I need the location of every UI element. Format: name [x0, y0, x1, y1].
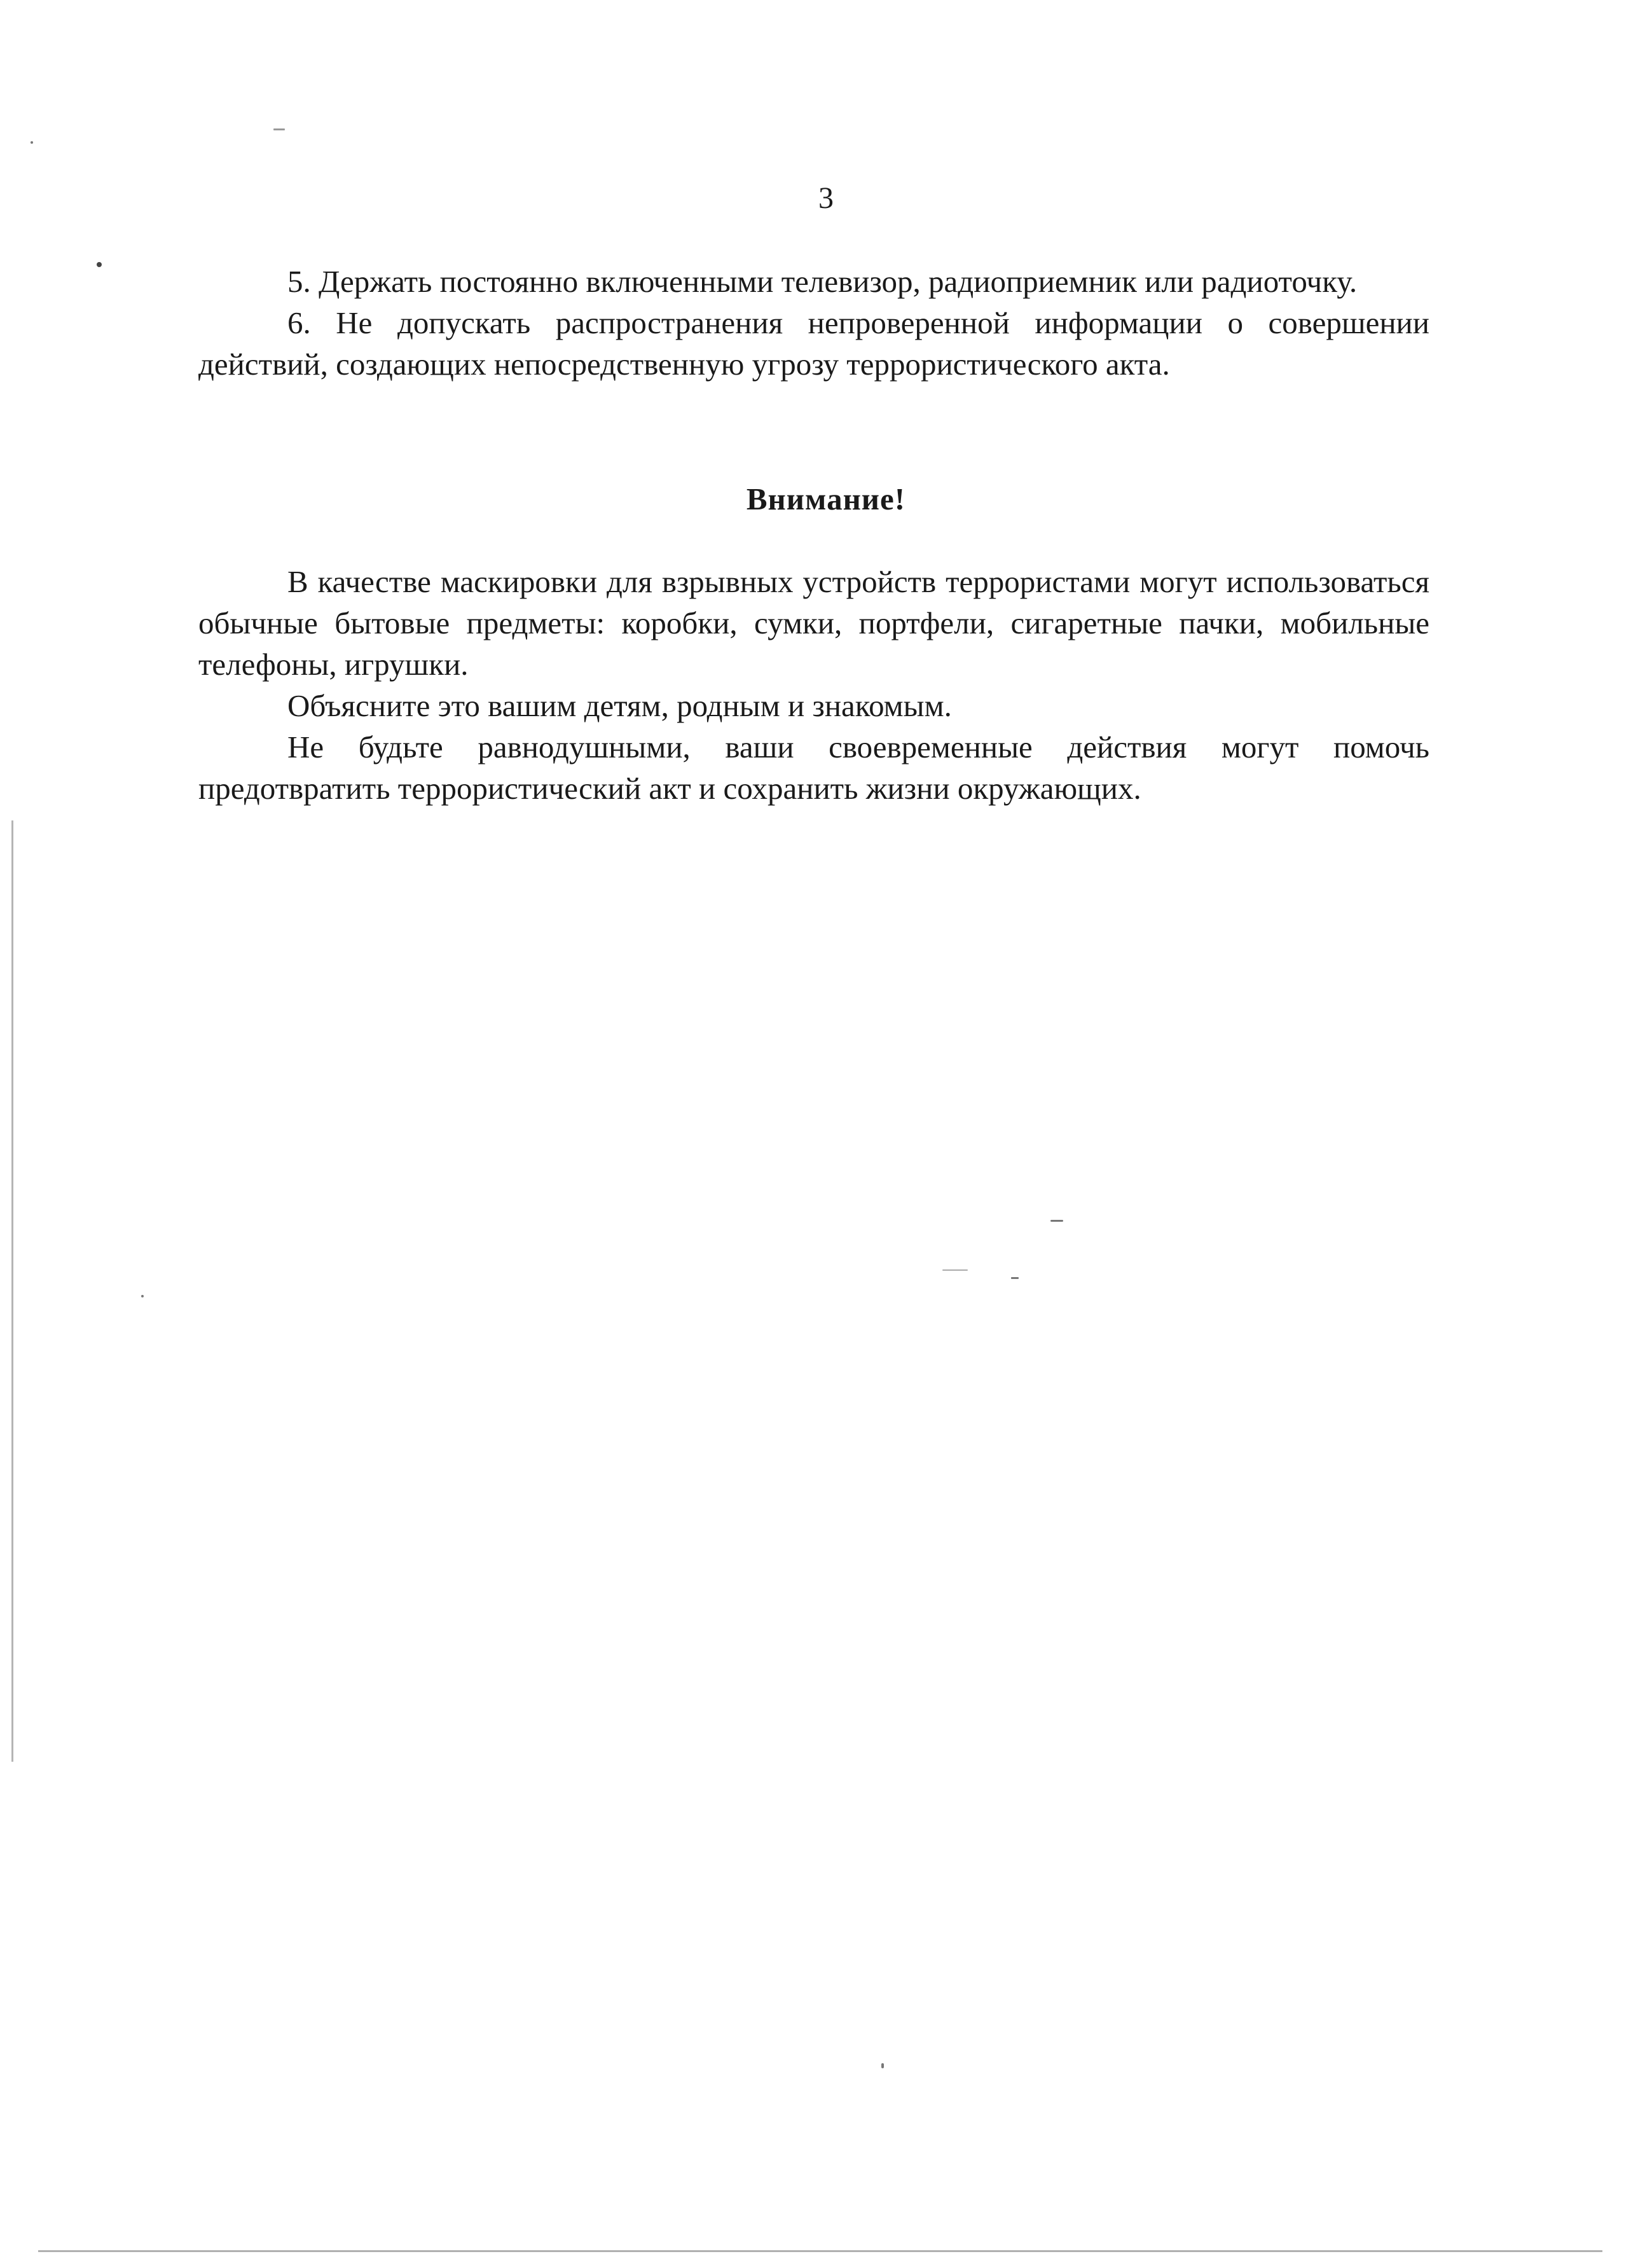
instruction-item-6: 6. Не допускать распространения непроверенной информации о совершении действий, создающих непосредственную угрозу террористического акта.	[198, 305, 1429, 382]
scan-edge-line	[38, 2250, 1602, 2252]
warning-heading: Внимание!	[746, 481, 906, 516]
scan-speck	[942, 1269, 968, 1271]
page-number: 3	[818, 181, 834, 215]
scan-speck	[1050, 1220, 1063, 1222]
warning-paragraph: Объясните это вашим детям, родным и знакомым.	[287, 688, 952, 723]
warning-paragraph: Не будьте равнодушными, ваши своевременные действия могут помочь предотвратить террористический акт и сохранить жизни окружающих.	[198, 729, 1429, 806]
instruction-item-5: 5. Держать постоянно включенными телевизор, радиоприемник или радиоточку.	[287, 264, 1358, 299]
scan-speck	[97, 262, 102, 267]
scan-speck	[1011, 1277, 1019, 1279]
scan-speck	[273, 128, 285, 130]
warning-body	[198, 561, 1429, 809]
instruction-list	[198, 261, 1429, 385]
warning-paragraph: В качестве маскировки для взрывных устройств террористами могут использоваться обычные бытовые предметы: коробки, сумки, портфели, сигаретные пачки, мобильные телефоны, игрушки.	[198, 564, 1429, 682]
scan-speck	[31, 141, 33, 144]
scan-edge-line	[11, 820, 13, 1762]
scan-speck	[141, 1295, 144, 1297]
scan-speck	[881, 2063, 884, 2068]
